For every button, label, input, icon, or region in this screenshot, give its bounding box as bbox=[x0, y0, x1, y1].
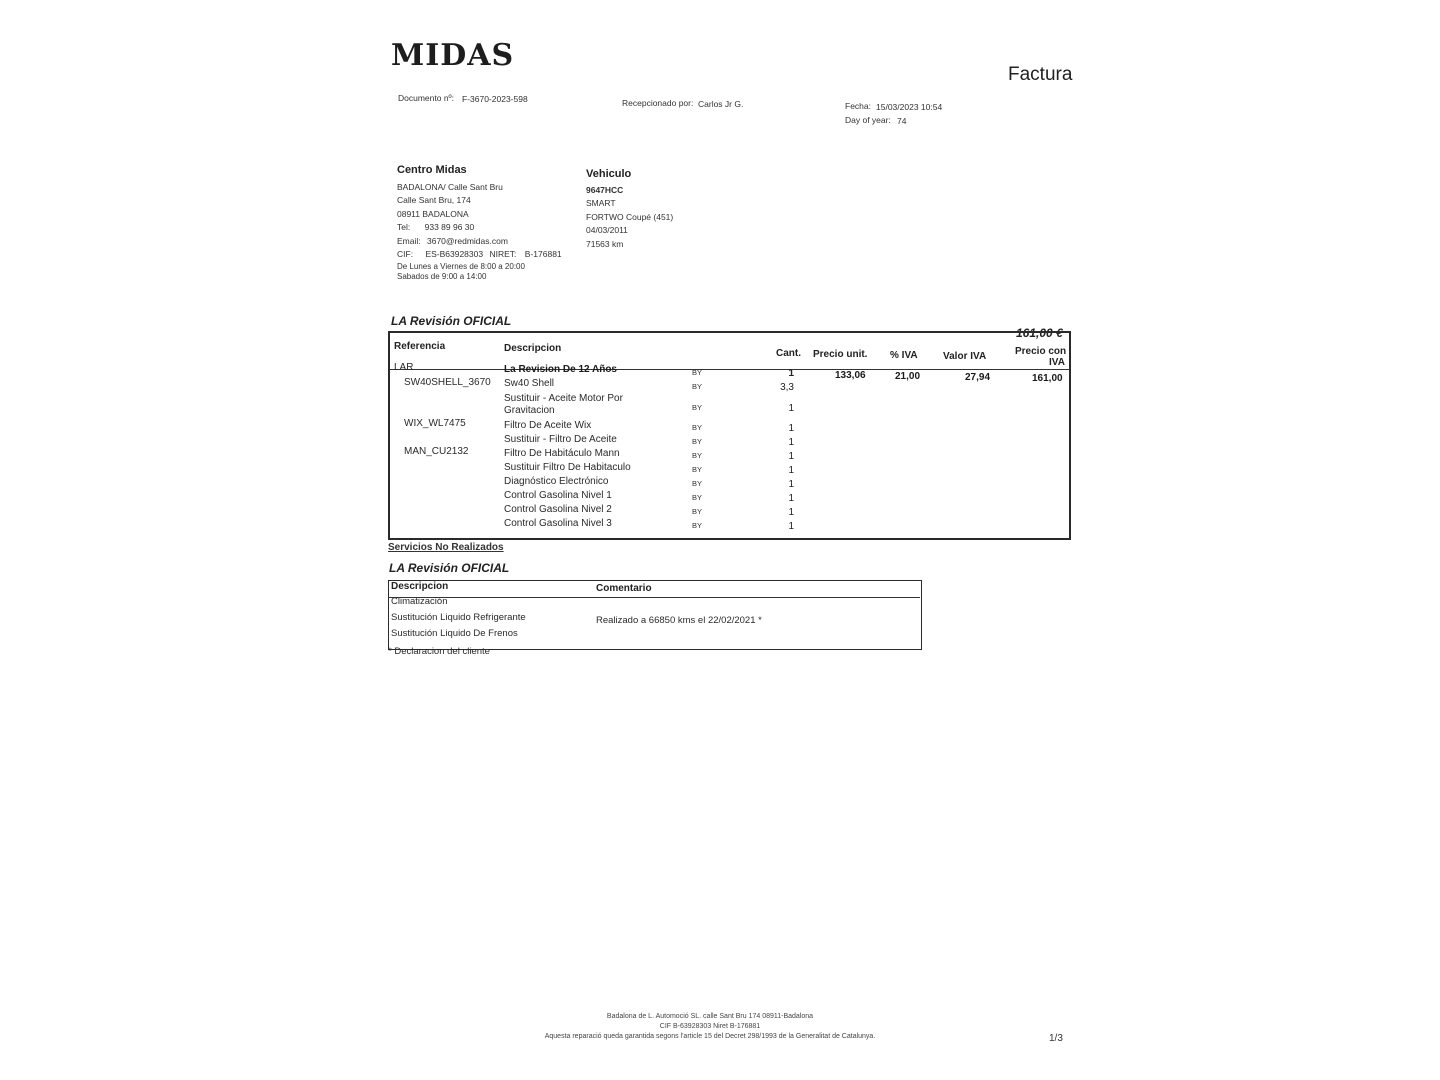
table-header-divider bbox=[390, 369, 1069, 370]
row-by: BY bbox=[692, 521, 703, 530]
row-ref: MAN_CU2132 bbox=[404, 446, 469, 457]
documento-value: F-3670-2023-598 bbox=[462, 94, 528, 104]
centro-title: Centro Midas bbox=[397, 164, 467, 176]
footer-line-2: CIF B-63928303 Niret B-176881 bbox=[659, 1023, 761, 1030]
vehiculo-plate: 9647HCC bbox=[586, 185, 624, 195]
row-by: BY bbox=[692, 403, 703, 412]
row-desc: La Revision De 12 Años bbox=[504, 364, 617, 375]
no-realizados-row-comment: Realizado a 66850 kms el 22/02/2021 * bbox=[596, 615, 762, 626]
row-valor: 27,94 bbox=[965, 372, 991, 383]
day-of-year-value: 74 bbox=[897, 116, 907, 126]
midas-logo: MIDAS bbox=[391, 38, 515, 73]
no-realizados-row-desc: Climatización bbox=[391, 596, 448, 607]
col-referencia: Referencia bbox=[394, 341, 446, 352]
row-desc: Sustituir - Filtro De Aceite bbox=[504, 434, 617, 445]
section-title: LA Revisión OFICIAL bbox=[391, 314, 512, 328]
centro-email bbox=[397, 235, 562, 248]
row-ref: WIX_WL7475 bbox=[404, 418, 466, 429]
col-descripcion: Descripcion bbox=[504, 343, 562, 354]
col-precio-con-iva: Precio con bbox=[1015, 346, 1067, 357]
row-desc: Control Gasolina Nivel 2 bbox=[504, 504, 612, 515]
fecha-label: Fecha: bbox=[845, 101, 871, 111]
items-table bbox=[388, 331, 1071, 540]
no-realizados-title: LA Revisión OFICIAL bbox=[389, 561, 510, 575]
row-cant: 1 bbox=[788, 403, 794, 414]
col-descripcion: Descripcion bbox=[391, 581, 449, 592]
row-by: BY bbox=[692, 465, 703, 474]
centro-address bbox=[397, 181, 562, 261]
row-desc: Control Gasolina Nivel 3 bbox=[504, 518, 612, 529]
row-cant: 1 bbox=[788, 423, 794, 434]
recepcionado-label: Recepcionado por: bbox=[622, 98, 694, 108]
row-by: BY bbox=[692, 507, 703, 516]
row-cant: 1 bbox=[788, 465, 794, 476]
centro-cif bbox=[397, 248, 562, 261]
col-precio-con-iva-2: IVA bbox=[1049, 357, 1065, 368]
row-cant: 1 bbox=[788, 437, 794, 448]
row-ref: LAR bbox=[394, 362, 414, 373]
vehiculo-title: Vehiculo bbox=[586, 168, 632, 180]
cif-label: CIF: bbox=[397, 249, 414, 260]
row-by: BY bbox=[692, 451, 703, 460]
niret-label: NIRET: bbox=[489, 249, 517, 260]
row-desc: Filtro De Habitáculo Mann bbox=[504, 448, 620, 459]
col-pct-iva: % IVA bbox=[890, 350, 918, 361]
row-desc-continued: Gravitacion bbox=[504, 405, 555, 416]
centro-address-line: 08911 BADALONA bbox=[397, 208, 469, 219]
row-by: BY bbox=[692, 437, 703, 446]
tel-value: 933 89 96 30 bbox=[424, 222, 475, 233]
declaracion-note: * Declaracion del cliente bbox=[388, 646, 490, 657]
day-of-year-label: Day of year: bbox=[845, 115, 891, 125]
row-total: 161,00 bbox=[1032, 373, 1063, 384]
vehiculo-model: FORTWO Coupé (451) bbox=[586, 211, 674, 222]
horario-semana: De Lunes a Viernes de 8:00 a 20:00 bbox=[397, 262, 525, 271]
cif-value: ES-B63928303 bbox=[425, 249, 484, 260]
no-realizados-heading: Servicios No Realizados bbox=[388, 542, 504, 553]
email-value: 3670@redmidas.com bbox=[427, 235, 508, 246]
col-valor-iva: Valor IVA bbox=[943, 351, 987, 362]
row-desc: Control Gasolina Nivel 1 bbox=[504, 490, 612, 501]
vehiculo-details bbox=[586, 184, 673, 251]
footer-line-1: Badalona de L. Automoció SL. calle Sant Bru 174 08911-Badalona bbox=[606, 1013, 814, 1020]
col-cant: Cant. bbox=[776, 348, 801, 359]
vehiculo-date: 04/03/2011 bbox=[586, 225, 628, 236]
recepcionado-value: Carlos Jr G. bbox=[698, 99, 744, 109]
document-title: Factura bbox=[1008, 64, 1073, 85]
row-precio: 133,06 bbox=[835, 370, 866, 381]
no-realizados-row-desc: Sustitución Liquido De Frenos bbox=[391, 628, 518, 639]
centro-address-line: Calle Sant Bru, 174 bbox=[397, 195, 471, 206]
row-cant: 1 bbox=[788, 368, 794, 379]
row-by: BY bbox=[692, 423, 703, 432]
row-desc: Sw40 Shell bbox=[504, 378, 555, 389]
no-realizados-table bbox=[388, 580, 922, 650]
centro-tel bbox=[397, 221, 562, 234]
row-desc: Sustituir Filtro De Habitaculo bbox=[504, 462, 631, 473]
row-desc: Filtro De Aceite Wix bbox=[504, 420, 592, 431]
row-by: BY bbox=[692, 479, 703, 488]
row-cant: 1 bbox=[788, 479, 794, 490]
email-label: Email: bbox=[397, 235, 421, 246]
row-by: BY bbox=[692, 493, 703, 502]
niret-value: B-176881 bbox=[524, 249, 562, 260]
section-total: 161,00 € bbox=[1016, 326, 1063, 340]
no-realizados-row-desc: Sustitución Liquido Refrigerante bbox=[391, 612, 526, 623]
row-desc: Sustituir - Aceite Motor Por bbox=[504, 393, 623, 404]
col-comentario: Comentario bbox=[596, 583, 652, 594]
no-realizados-header-divider bbox=[389, 597, 920, 598]
row-cant: 1 bbox=[788, 451, 794, 462]
tel-label: Tel: bbox=[397, 222, 411, 233]
row-cant: 1 bbox=[788, 493, 794, 504]
documento-label: Documento nº: bbox=[398, 93, 455, 103]
row-by: BY bbox=[692, 382, 703, 391]
row-desc: Diagnóstico Electrónico bbox=[504, 476, 609, 487]
horario-sabado: Sabados de 9:00 a 14:00 bbox=[397, 272, 487, 281]
row-iva: 21,00 bbox=[895, 371, 921, 382]
footer-line-3: Aquesta reparació queda garantida segons l'article 15 del Decret 298/1993 de la Generalitat de Catalunya. bbox=[544, 1033, 876, 1040]
row-by: BY bbox=[692, 368, 703, 377]
fecha-value: 15/03/2023 10:54 bbox=[876, 102, 943, 112]
vehiculo-km: 71563 km bbox=[586, 238, 624, 249]
row-ref: SW40SHELL_3670 bbox=[404, 377, 491, 388]
row-cant: 1 bbox=[788, 507, 794, 518]
row-cant: 1 bbox=[788, 521, 794, 532]
centro-address-line: BADALONA/ Calle Sant Bru bbox=[397, 182, 503, 192]
row-cant: 3,3 bbox=[780, 382, 794, 393]
page-number: 1/3 bbox=[1049, 1033, 1063, 1044]
vehiculo-brand: SMART bbox=[586, 198, 616, 209]
col-precio-unit: Precio unit. bbox=[813, 349, 868, 360]
